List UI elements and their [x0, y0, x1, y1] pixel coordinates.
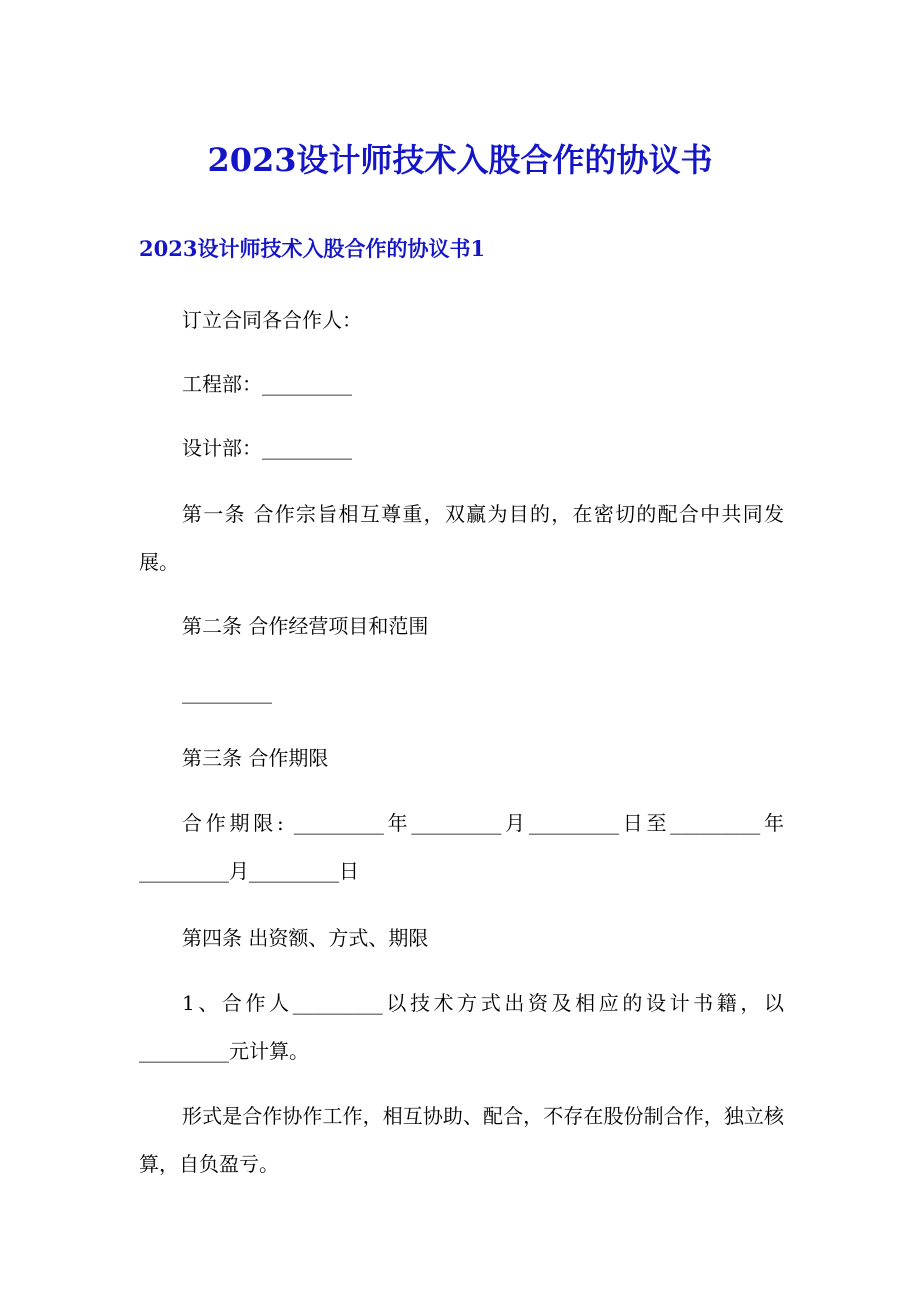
- paragraph-engineering-dept: 工程部：_________: [182, 372, 352, 396]
- paragraph-scope-blank: _________: [182, 680, 272, 704]
- section-heading: 2023设计师技术入股合作的协议书1: [139, 236, 486, 261]
- paragraph-article-1: 第一条 合作宗旨相互尊重，双赢为目的，在密切的配合中共同发展。: [139, 502, 784, 574]
- document-title: 2023设计师技术入股合作的协议书: [207, 141, 713, 179]
- paragraph-article-4: 第四条 出资额、方式、期限: [182, 926, 429, 950]
- paragraph-contribution: 1、合作人_________以技术方式出资及相应的设计书籍，以_________元计算。: [139, 991, 784, 1063]
- paragraph-term-dates: 合作期限: _________年_________月_________日至_________年_________月_________日: [139, 811, 784, 883]
- paragraph-design-dept: 设计部：_________: [182, 436, 352, 460]
- paragraph-article-3: 第三条 合作期限: [182, 746, 329, 770]
- paragraph-parties-intro: 订立合同各合作人：: [182, 308, 362, 332]
- paragraph-article-2: 第二条 合作经营项目和范围: [182, 614, 429, 638]
- paragraph-cooperation-form: 形式是合作协作工作，相互协助、配合，不存在股份制合作，独立核算，自负盈亏。: [139, 1104, 784, 1176]
